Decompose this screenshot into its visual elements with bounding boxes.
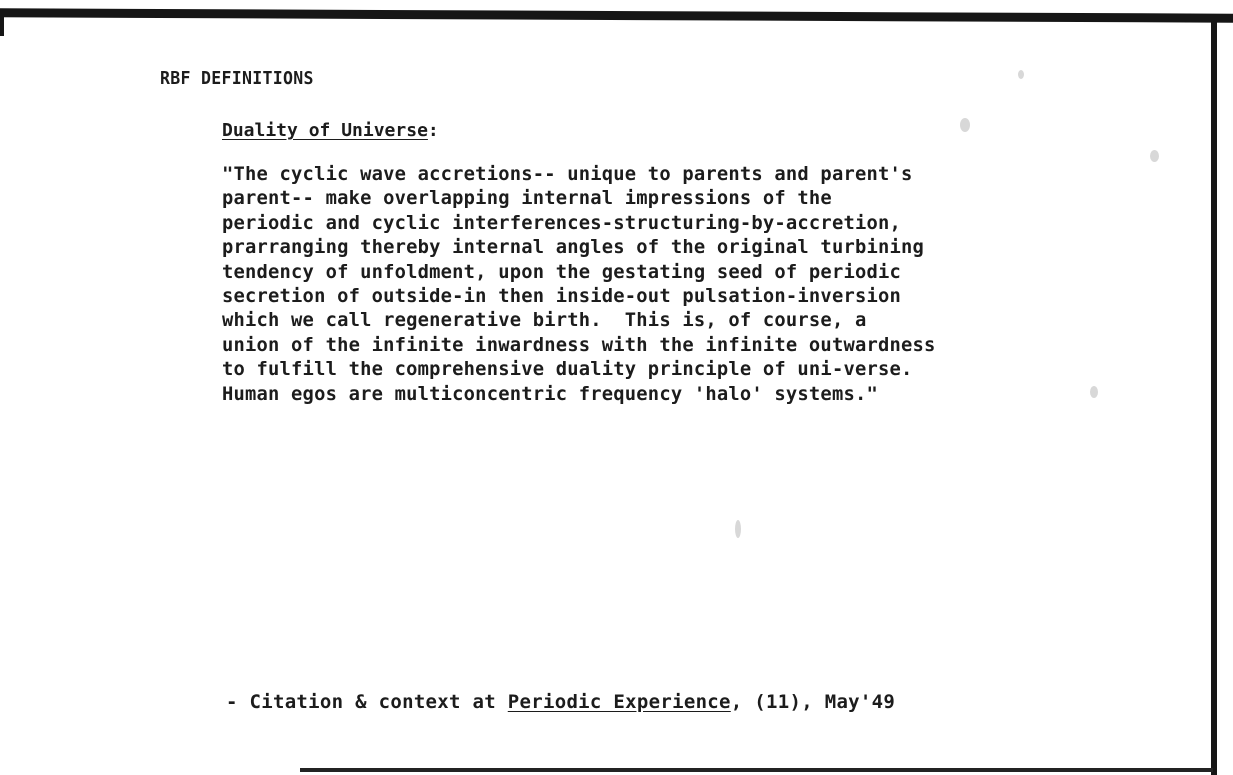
quote-line: secretion of outside-in then inside-out pulsation-inversion <box>222 286 902 308</box>
quote-line: periodic and cyclic interferences-structuring-by-accretion, <box>222 212 902 234</box>
quote-line: union of the infinite inwardness with the infinite outwardness <box>222 334 936 356</box>
paper-speck <box>1018 70 1024 79</box>
page-title: RBF DEFINITIONS <box>160 68 314 89</box>
paper-speck <box>1090 386 1098 398</box>
card-left-border <box>0 14 4 36</box>
quote-line: to fulfill the comprehensive duality principle of uni-verse. <box>222 359 913 381</box>
paper-speck <box>1150 150 1159 162</box>
paper-speck <box>960 118 970 132</box>
citation-prefix: - Citation & context at <box>226 691 508 713</box>
quote-line: prarranging thereby internal angles of the original turbining <box>222 237 925 259</box>
quote-line: which we call regenerative birth. This is, of course, a <box>222 310 867 332</box>
quote-line: Human egos are multiconcentric frequency 'halo' systems." <box>222 383 878 405</box>
paper-speck <box>735 520 741 538</box>
quote-line: "The cyclic wave accretions-- unique to parents and parent's <box>222 164 913 185</box>
card-right-border <box>1211 14 1217 775</box>
term-heading <box>222 120 439 141</box>
card-bottom-border <box>300 768 1213 772</box>
citation-source-link[interactable]: Periodic Experience <box>507 691 731 713</box>
card-top-border <box>0 8 1233 22</box>
quote-line: tendency of unfoldment, upon the gestating seed of periodic <box>222 261 902 283</box>
quote-line: parent-- make overlapping internal impressions of the <box>222 188 832 210</box>
definition-quote <box>222 163 936 407</box>
citation-line <box>226 691 895 713</box>
citation-details: , (11), May'49 <box>730 691 896 713</box>
term-colon: : <box>427 120 439 141</box>
term-title: Duality of Universe <box>222 120 428 141</box>
